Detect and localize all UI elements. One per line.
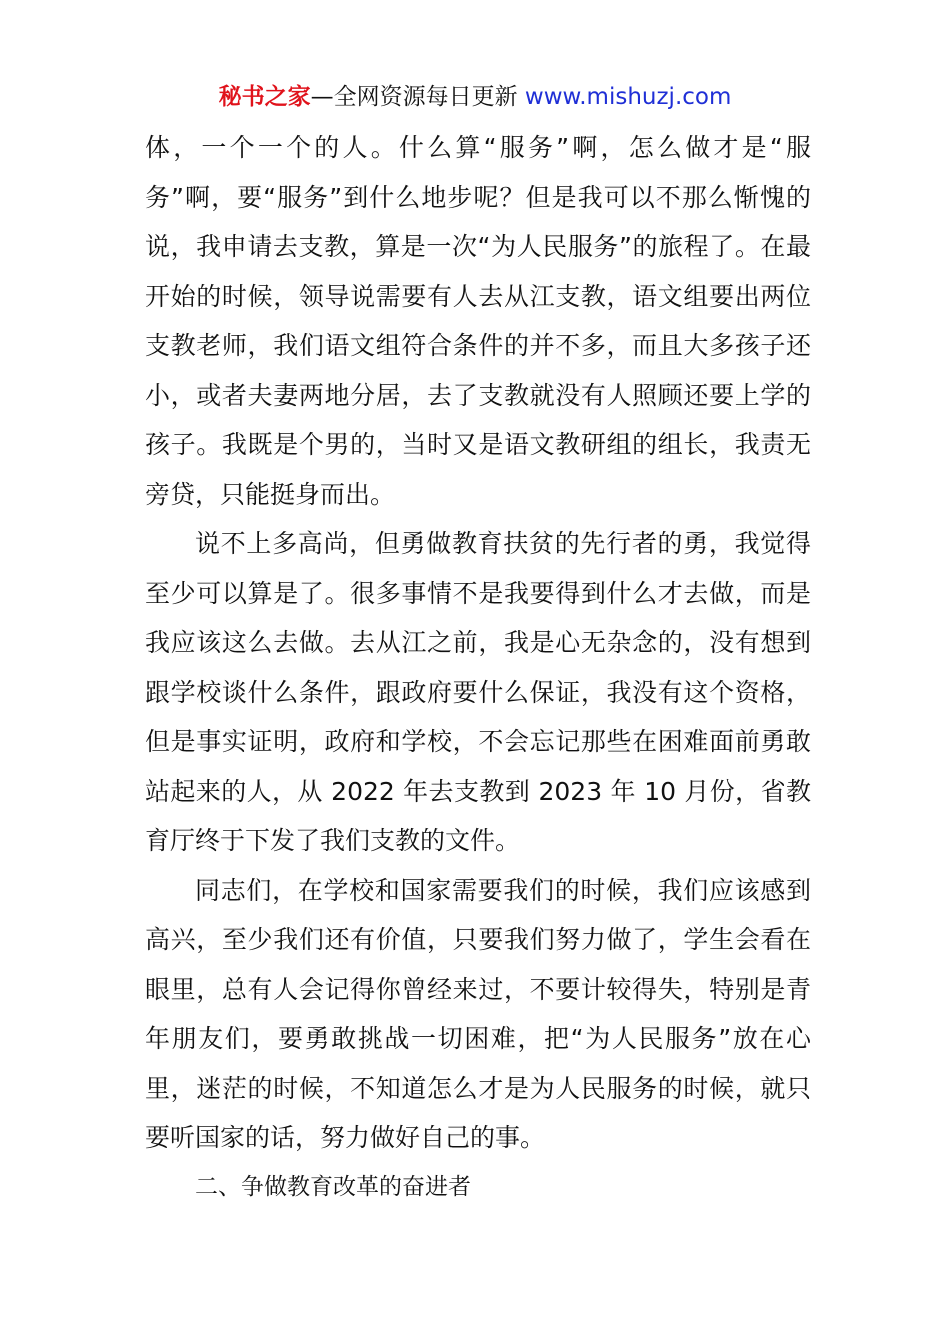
document-body (145, 123, 811, 1212)
brand-name: 秘书之家 (218, 84, 311, 110)
paragraph: 说不上多高尚，但勇做教育扶贫的先行者的勇，我觉得至少可以算是了。很多事情不是我要得到什么才去做，而是我应该这么去做。去从江之前，我是心无杂念的，没有想到跟学校谈什么条件，跟政府要什么保证，我没有这个资格，但是事实证明，政府和学校，不会忘记那些在困难面前勇敢站起来的人，从 2022 年去支教到 2023 年 10 月份，省教育厅终于下发了我们支教的文件。 (145, 529, 811, 855)
paragraph-continued: 体，一个一个的人。什么算“服务”啊，怎么做才是“服务”啊，要“服务”到什么地步呢？但是我可以不那么惭愧的说，我申请去支教，算是一次“为人民服务”的旅程了。在最开始的时候，领导说需要有人去从江支教，语文组要出两位支教老师，我们语文组符合条件的并不多，而且大多孩子还小，或者夫妻两地分居，去了支教就没有人照顾还要上学的孩子。我既是个男的，当时又是语文教研组的组长，我责无旁贷，只能挺身而出。 (145, 133, 811, 509)
header-tagline: —全网资源每日更新 (310, 84, 518, 110)
site-url: www.mishuzj.com (524, 84, 732, 110)
watermark-header (0, 80, 950, 114)
paragraph: 同志们，在学校和国家需要我们的时候，我们应该感到高兴，至少我们还有价值，只要我们努力做了，学生会看在眼里，总有人会记得你曾经来过，不要计较得失，特别是青年朋友们，要勇敢挑战一切困难，把“为人民服务”放在心里，迷茫的时候，不知道怎么才是为人民服务的时候，就只要听国家的话，努力做好自己的事。 (145, 875, 811, 1152)
section-heading: 二、争做教育改革的奋进者 (195, 1173, 471, 1200)
